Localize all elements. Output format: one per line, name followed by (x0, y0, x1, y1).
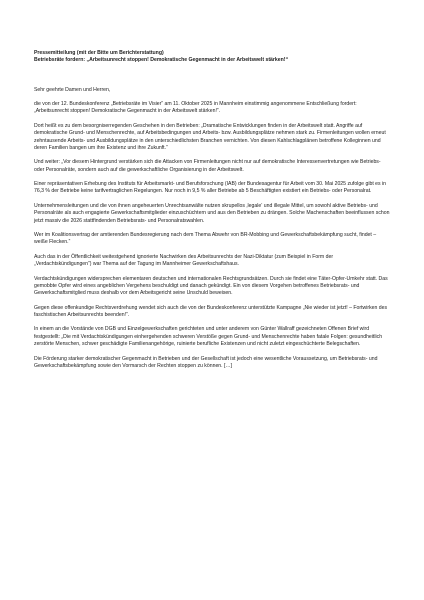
body-paragraph: Verdachtskündigungen widersprechen elementaren deutschen und internationalen Rechtsgrundsätzen. Durch sie findet eine Täter-Opfer-Umkehr statt. Das gemobbte Opfer wird eines angeblichen Vergehens beschuldigt und danach gekündigt. Ein von diesem Vorgehen betroffenes Betriebsrats- und Gewerkschaftsmitglied muss deshalb vor dem Arbeitsgericht seine Unschuld beweisen. (34, 275, 388, 297)
body-paragraph: Dort heißt es zu dem besorgniserregenden Geschehen in den Betrieben: „Dramatische Entwicklungen finden in der Arbeitswelt statt. Angriffe auf demokratische Grund- und Menschenrechte, auf Arbeitsbedingungen und Arbeits- bzw. Ausbildungsplätze nehmen stark zu. Firmenleitungen wollen erneut zehntausende Arbeits- und Ausbildungsplätze in den unterschiedlichsten Branchen vernichten. Von diesen Kahlschlagplänen betroffene Kolleginnen und deren Familien bangen um ihre Existenz und ihre Zukunft.“ (34, 122, 386, 151)
body-paragraph: Unternehmensleitungen und die von ihnen angeheuerten Unrechtsanwälte nutzen skrupellos ‚legale‘ und illegale Mittel, um sowohl aktive Betriebs- und Personalräte als auch engagierte Gewerkschaftsmitglieder einzuschüchtern und aus den Betrieben zu drängen. Solche Machenschaften beeinflussen schon jetzt massiv die 2026 stattfindenden Betriebsrats- und Personalratswahlen. (34, 202, 390, 224)
body-paragraph: Und weiter: „Vor diesem Hintergrund verstärken sich die Attacken von Firmenleitungen nicht nur auf demokratische Interessenvertretungen wie Betriebs- oder Personalräte, sondern auch auf die gewerkschaftliche Organisierung in der Arbeitswelt. (34, 159, 381, 173)
press-release-label: Pressemitteilung (mit der Bitte um Berichterstattung) (34, 50, 164, 56)
headline: Betriebsräte fordern: „Arbeitsunrecht stoppen! Demokratische Gegenmacht in der Arbeitswelt stärken!“ (34, 57, 289, 64)
body-paragraph: die von der 12. Bundeskonferenz „Betriebsräte im Visier“ am 11. Oktober 2025 in Mannheim einstimmig angenommene Entschließung fordert: „Arbeitsunrecht stoppen! Demokratische Gegenmacht in der Arbeitswelt stärken!“. (34, 101, 357, 115)
body-paragraph: Die Förderung starker demokratischer Gegenmacht in Betrieben und der Gesellschaft ist jedoch eine wesentliche Voraussetzung, um Betriebsrats- und Gewerkschaftsbekämpfung sowie den Vormarsch der Rechten stoppen zu können. […] (34, 355, 378, 369)
body-paragraph: Auch das in der Öffentlichkeit weitestgehend ignorierte Nachwirken des Arbeitsunrechts der Nazi-Diktatur (zum Beispiel in Form der „Verdachtskündigungen“) war Thema auf der Tagung im Mannheimer Gewerkschaftshaus. (34, 253, 334, 268)
body-paragraph: Einer repräsentativen Erhebung des Instituts für Arbeitsmarkt- und Berufsforschung (IAB) der Bundesagentur für Arbeit vom 30. Mai 2025 zufolge gibt es in 76,3 % der Betriebe keine tarifvertraglichen Regelungen. Nur noch in 9,5 % aller Betriebe ab 5 Beschäftigten existiert ein Betriebs- oder Personalrat. (34, 181, 387, 195)
salutation: Sehr geehrte Damen und Herren, (34, 86, 111, 93)
body-paragraph: In einem an die Vorstände von DGB und Einzelgewerkschaften gerichteten und unter anderem von Günter Wallraff gezeichneten Offenen Brief wird festgestellt: „Die mit Verdachtskündigungen einhergehenden schweren Verstöße gegen Grund- und Menschenrechte haben fatale Folgen: gesundheitlich zerstörte Menschen, schwer geschädigte Familienangehörige, ruinierte berufliche Existenzen und nicht zuletzt eingeschüchterte Belegschaften. (34, 326, 383, 348)
document-heading (34, 50, 390, 65)
body-paragraph: Gegen diese offenkundige Rechtsverdrehung wendet sich auch die von der Bundeskonferenz unterstützte Kampagne „Nie wieder ist jetzt! – Fortwirken des faschistischen Arbeitsunrechts beenden!“. (34, 304, 388, 318)
body-paragraph: Wer im Koalitionsvertrag der amtierenden Bundesregierung nach dem Thema Abwehr von BR-Mobbing und Gewerkschaftsbekämpfung sucht, findet – weiße Flecken.“ (34, 231, 377, 246)
